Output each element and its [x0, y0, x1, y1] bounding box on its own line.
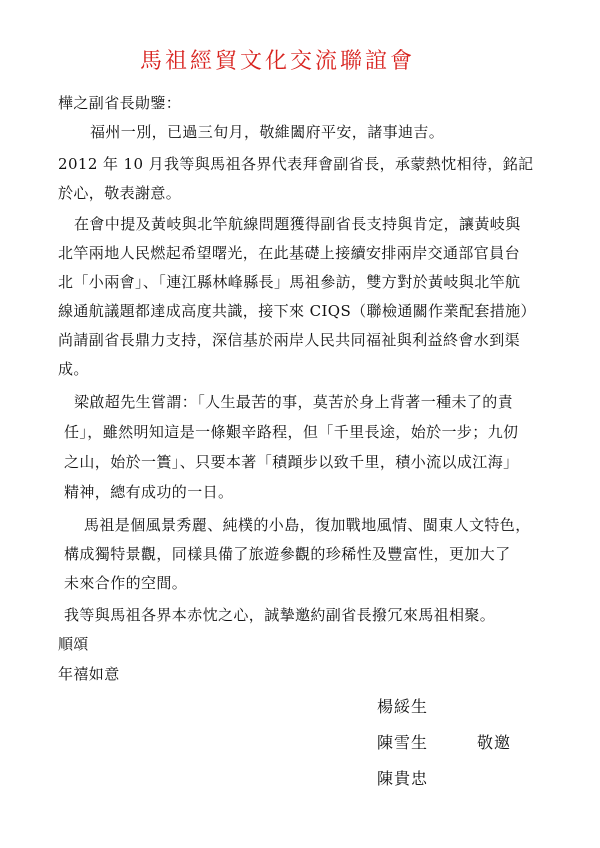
paragraph-line: 北竿兩地人民燃起希望曙光，在此基礎上接續安排兩岸交通部官員台 [58, 244, 521, 262]
paragraph-line: 構成獨特景觀，同樣具備了旅遊參觀的珍稀性及豐富性，更加大了 [64, 545, 511, 563]
paragraph-line: 之山，始於一簣」、只要本著「積蹞步以致千里，積小流以成江海」 [64, 453, 519, 471]
signatory-name: 陳貴忠 [377, 769, 429, 788]
paragraph-line: 線通航議題都達成高度共識，接下來 CIQS（聯檢通關作業配套措施） [58, 302, 536, 320]
paragraph-line: 2012 年 10 月我等與馬祖各界代表拜會副省長，承蒙熱忱相待，銘記 [58, 155, 534, 173]
closing-wish: 年禧如意 [58, 665, 120, 683]
paragraph-line: 尚請副省長鼎力支持，深信基於兩岸人民共同福祉與利益終會水到渠 [58, 331, 521, 349]
paragraph-line: 馬祖是個風景秀麗、純樸的小島，復加戰地風情、閩東人文特色， [84, 516, 531, 534]
paragraph-line: 未來合作的空間。 [64, 574, 188, 592]
paragraph-line: 於心，敬表謝意。 [58, 184, 182, 202]
paragraph-line: 福州一別，已過三旬月，敬維闔府平安，諸事迪吉。 [90, 123, 445, 141]
paragraph-line: 北「小兩會」、「連江縣林峰縣長」馬祖參訪，雙方對於黃岐與北竿航 [58, 273, 521, 291]
letter-title: 馬祖經貿文化交流聯誼會 [140, 49, 416, 74]
paragraph-line: 任」，雖然明知這是一條艱辛路程，但「千里長途，始於一步；九仞 [64, 423, 519, 441]
closing-line: 順頌 [58, 635, 89, 653]
signatory-name: 楊綏生 [377, 697, 429, 716]
paragraph-line: 精神，總有成功的一日。 [64, 483, 234, 501]
paragraph-line: 我等與馬祖各界本赤忱之心，誠摯邀約副省長撥冗來馬祖相聚。 [64, 606, 496, 624]
signatory-name: 陳雪生 [377, 733, 429, 752]
salutation: 樺之副省長勛鑒： [58, 94, 182, 112]
invite-word: 敬邀 [477, 733, 512, 752]
paragraph-line: 梁啟超先生嘗謂：「人生最苦的事，莫苦於身上背著一種未了的責 [74, 393, 514, 411]
paragraph-line: 在會中提及黃岐與北竿航線問題獲得副省長支持與肯定，讓黃岐與 [74, 215, 521, 233]
paragraph-line: 成。 [58, 360, 89, 378]
